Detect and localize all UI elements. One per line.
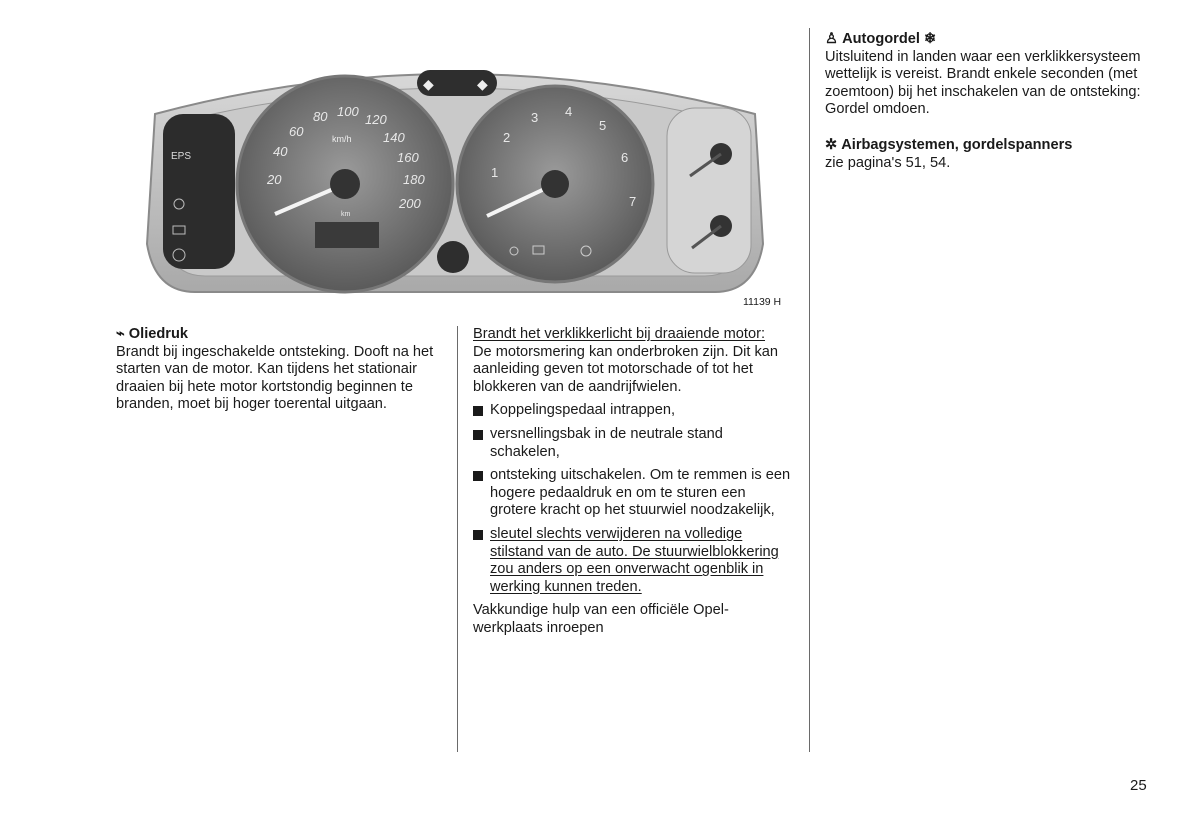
speed-tick-40: 40 (273, 144, 288, 159)
seatbelt-icon: ♙ (825, 31, 839, 47)
speed-tick-120: 120 (365, 112, 387, 127)
speed-unit: km/h (332, 134, 352, 144)
rpm-tick-5: 5 (599, 118, 607, 133)
airbag-icon: ✲ (825, 136, 838, 153)
gauge-panel-right (667, 108, 751, 273)
oil-pressure-title: Oliedruk (128, 326, 188, 342)
instrument-cluster-illustration (135, 44, 775, 294)
speedometer-hub (330, 169, 360, 199)
engine-running-closing: Vakkundige hulp van een officiële Opel-werkplaats inroepen (473, 602, 729, 636)
bullet-marker (473, 406, 483, 416)
seatbelt-body: Uitsluitend in landen waar een verklikkersysteem wettelijk is vereist. Brandt enkele seconden (met zoemtoon) bij het inschakelen van de ontsteking: Gordel omdoen. (825, 48, 1141, 118)
speed-tick-60: 60 (289, 124, 304, 139)
bullet-marker (473, 471, 483, 481)
turn-right-icon: ◆ (477, 77, 488, 93)
bullet-text: ontsteking uitschakelen. Om te remmen is een hogere pedaaldruk en om te sturen een grotere kracht op het stuurwiel noodzakelijk, (490, 467, 791, 519)
engine-running-lead: Brandt het verklikkerlicht bij draaiende motor: (473, 326, 766, 342)
bullet-text: Koppelingspedaal intrappen, (490, 402, 676, 419)
column-oil-pressure (116, 326, 446, 414)
speed-tick-160: 160 (397, 150, 419, 165)
bullet-item (473, 467, 793, 520)
oil-pressure-body: Brandt bij ingeschakelde ontsteking. Dooft na het starten van de motor. Kan tijdens het stationair draaien bij hete motor kortstondig beginnen te branden, moet bij hoger toerental uitgaan. (116, 343, 434, 413)
bullet-marker (473, 530, 483, 540)
speed-tick-80: 80 (313, 109, 328, 124)
bullet-item (473, 526, 793, 596)
airbag-heading (825, 137, 1155, 155)
rpm-tick-2: 2 (503, 130, 511, 145)
oil-can-icon: ⌁ (116, 326, 125, 342)
rpm-tick-6: 6 (621, 150, 629, 165)
tachometer-hub (541, 170, 569, 198)
rpm-tick-1: 1 (491, 165, 499, 180)
seatbelt-heading-mark: ❄ (923, 31, 937, 47)
warning-panel-left (163, 114, 235, 269)
oil-pressure-heading (116, 326, 446, 344)
airbag-title: Airbagsystemen, gordelspanners (841, 136, 1073, 153)
bullet-text: sleutel slechts verwijderen na volledige stilstand van de auto. De stuurwielblokkering zou anders op een onverwacht ogenblik in werking kunnen treden. (490, 525, 779, 595)
seatbelt-airbag-panel (437, 241, 469, 273)
odometer-display (315, 222, 379, 248)
page-number: 25 (1130, 777, 1147, 794)
bullet-text: versnellingsbak in de neutrale stand schakelen, (490, 425, 723, 460)
seatbelt-heading (825, 31, 1155, 49)
speed-tick-20: 20 (267, 172, 282, 187)
rpm-tick-7: 7 (629, 194, 637, 209)
speed-tick-140: 140 (383, 130, 405, 145)
rpm-tick-4: 4 (565, 104, 573, 119)
odometer-unit: km (341, 211, 351, 218)
seatbelt-title: Autogordel (842, 31, 920, 47)
column-seatbelt (825, 31, 1155, 172)
eps-indicator: EPS (171, 151, 192, 162)
figure-label: 11139 H (743, 296, 782, 308)
speed-tick-200: 200 (399, 196, 421, 211)
engine-running-body: De motorsmering kan onderbroken zijn. Dit kan aanleiding geven tot motorschade of tot het blokkeren van de aandrijfwielen. (473, 343, 778, 395)
rpm-tick-3: 3 (531, 110, 539, 125)
bullet-item (473, 402, 793, 420)
column-engine-running (473, 326, 793, 638)
bullet-item (473, 426, 793, 461)
speed-tick-100: 100 (337, 104, 359, 119)
speed-tick-180: 180 (403, 172, 425, 187)
bullet-marker (473, 430, 483, 440)
column-divider-2 (809, 28, 810, 752)
column-divider-1 (457, 326, 458, 752)
airbag-body: zie pagina's 51, 54. (825, 154, 951, 171)
turn-left-icon: ◆ (423, 77, 434, 93)
